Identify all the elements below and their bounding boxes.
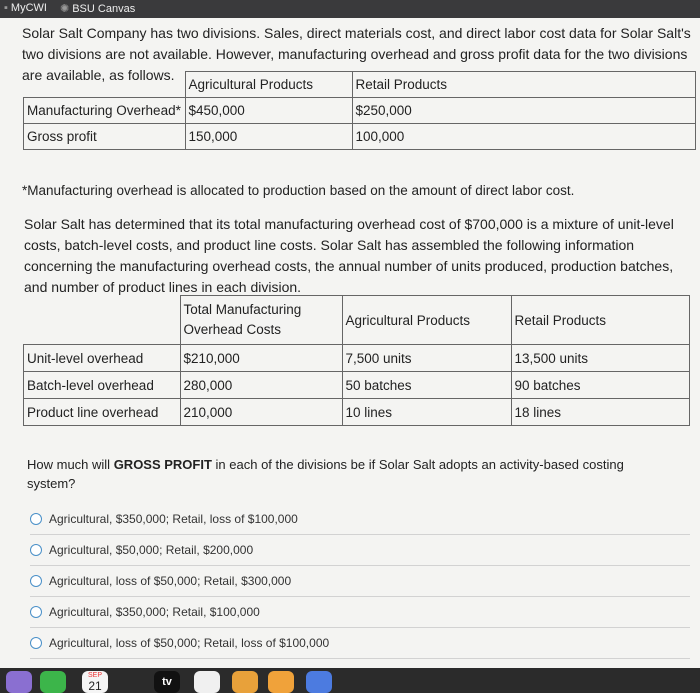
row-label: Product line overhead bbox=[24, 399, 181, 426]
answer-option[interactable] bbox=[30, 504, 690, 535]
calendar-app-icon[interactable] bbox=[82, 671, 108, 693]
option-label: Agricultural, $50,000; Retail, $200,000 bbox=[49, 543, 254, 557]
tab-label: BSU Canvas bbox=[72, 3, 136, 15]
column-header: Total Manufacturing Overhead Costs bbox=[180, 296, 342, 345]
calendar-month: SEP bbox=[87, 672, 102, 679]
calendar-day: 21 bbox=[88, 679, 102, 693]
table-corner-cell bbox=[24, 72, 186, 98]
row-label: Manufacturing Overhead* bbox=[24, 98, 186, 124]
table-cell: 10 lines bbox=[342, 399, 511, 426]
table-header-row bbox=[24, 296, 690, 345]
column-header: Agricultural Products bbox=[342, 296, 511, 345]
option-label: Agricultural, loss of $50,000; Retail, loss of $100,000 bbox=[49, 636, 330, 650]
table-row bbox=[24, 372, 690, 399]
answer-options bbox=[30, 504, 690, 659]
table-cell: 280,000 bbox=[180, 372, 342, 399]
radio-button[interactable] bbox=[30, 606, 42, 618]
radio-button[interactable] bbox=[30, 637, 42, 649]
activity-cost-table bbox=[23, 295, 690, 426]
radio-button[interactable] bbox=[30, 575, 42, 587]
table-cell: $250,000 bbox=[352, 98, 696, 124]
option-label: Agricultural, loss of $50,000; Retail, $300,000 bbox=[49, 574, 292, 588]
column-header: Agricultural Products bbox=[185, 72, 352, 98]
table-cell: $450,000 bbox=[185, 98, 352, 124]
prompt-text: in each of the divisions be if Solar Salt adopts an activity-based costing system? bbox=[27, 457, 624, 491]
tab-bsu-canvas[interactable] bbox=[60, 2, 135, 15]
row-label: Gross profit bbox=[24, 124, 186, 150]
table-cell: 90 batches bbox=[511, 372, 690, 399]
answer-option[interactable] bbox=[30, 597, 690, 628]
table-row bbox=[24, 98, 696, 124]
facetime-app-icon[interactable] bbox=[40, 671, 66, 693]
radio-button[interactable] bbox=[30, 513, 42, 525]
table-cell: $210,000 bbox=[180, 345, 342, 372]
table-cell: 13,500 units bbox=[511, 345, 690, 372]
table-corner-cell bbox=[24, 296, 181, 345]
option-label: Agricultural, $350,000; Retail, $100,000 bbox=[49, 605, 260, 619]
apple-tv-app-icon[interactable] bbox=[154, 671, 180, 693]
table-row bbox=[24, 124, 696, 150]
answer-option[interactable] bbox=[30, 628, 690, 659]
prompt-text: How much will bbox=[27, 457, 114, 472]
books-app-icon[interactable] bbox=[232, 671, 258, 693]
app-store-icon[interactable] bbox=[306, 671, 332, 693]
table-cell: 100,000 bbox=[352, 124, 696, 150]
radio-button[interactable] bbox=[30, 544, 42, 556]
footnote-text: *Manufacturing overhead is allocated to production based on the amount of direct labor cost. bbox=[22, 183, 575, 198]
canvas-logo-icon: ✺ bbox=[60, 3, 70, 15]
table-header-row bbox=[24, 72, 696, 98]
table-row bbox=[24, 345, 690, 372]
overhead-gross-profit-table bbox=[23, 71, 696, 150]
table-cell: 7,500 units bbox=[342, 345, 511, 372]
column-header: Retail Products bbox=[352, 72, 696, 98]
tab-mycwi[interactable] bbox=[4, 2, 47, 14]
tab-label: MyCWI bbox=[10, 2, 47, 14]
question-prompt bbox=[27, 455, 667, 493]
answer-option[interactable] bbox=[30, 566, 690, 597]
answer-option[interactable] bbox=[30, 535, 690, 566]
overhead-description-text: Solar Salt has determined that its total manufacturing overhead cost of $700,000 is a mixture of unit-level costs, batch-level costs, and product line costs. Solar Salt has assembled the following information concerning the manufacturing overhead costs, the annual number of units produced, production batches, and number of product lines in each division. bbox=[24, 216, 674, 295]
notes-app-icon[interactable] bbox=[194, 671, 220, 693]
pages-app-icon[interactable] bbox=[268, 671, 294, 693]
row-label: Unit-level overhead bbox=[24, 345, 181, 372]
prompt-emphasis: GROSS PROFIT bbox=[113, 457, 212, 472]
row-label: Batch-level overhead bbox=[24, 372, 181, 399]
tv-label: tv bbox=[162, 676, 172, 688]
table-row bbox=[24, 399, 690, 426]
column-header: Retail Products bbox=[511, 296, 690, 345]
tab-dot-icon: ▪ bbox=[4, 2, 8, 14]
option-label: Agricultural, $350,000; Retail, loss of $100,000 bbox=[49, 512, 298, 526]
table-cell: 150,000 bbox=[185, 124, 352, 150]
table-cell: 50 batches bbox=[342, 372, 511, 399]
table-cell: 18 lines bbox=[511, 399, 690, 426]
photos-app-icon[interactable] bbox=[6, 671, 32, 693]
browser-tab-bar bbox=[0, 0, 700, 20]
intro-text: Solar Salt Company has two divisions. Sales, direct materials cost, and direct labor cost data for Solar Salt's two divisions are not available. However, manufacturing overhead and gross profit data for the two divisions are available, as follows. bbox=[22, 25, 691, 83]
table-cell: 210,000 bbox=[180, 399, 342, 426]
dock bbox=[0, 668, 700, 693]
